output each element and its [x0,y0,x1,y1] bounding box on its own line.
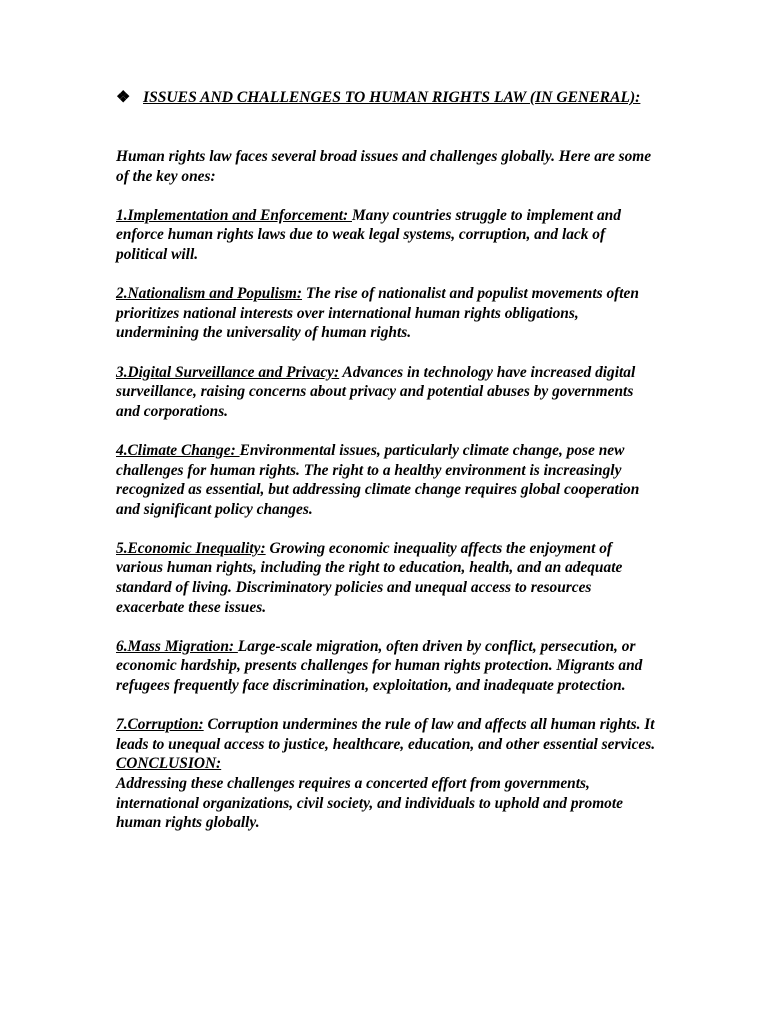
conclusion [116,754,656,832]
item-title: 7.Corruption: [116,716,204,734]
list-item [116,539,656,617]
list-item [116,441,656,519]
heading-text: ISSUES AND CHALLENGES TO HUMAN RIGHTS LAW (IN GENERAL): [143,89,641,106]
item-text: Growing economic inequality affects the enjoyment of various human rights, including the right to education, health, and an adequate standard of living. Discriminatory policies and unequal access to resources exacerbate these issues. [116,539,623,616]
item-text: Many countries struggle to implement and enforce human rights laws due to weak legal systems, corruption, and lack of political will. [116,206,621,263]
list-item [116,715,656,754]
item-title: 2.Nationalism and Populism: [116,285,303,303]
conclusion-heading: CONCLUSION: [116,755,222,773]
item-title: 4.Climate Change: [116,441,240,459]
list-item [116,206,656,265]
conclusion-text: Addressing these challenges requires a concerted effort from governments, international organizations, civil society, and individuals to uphold and promote human rights globally. [116,775,623,832]
item-title: 3.Digital Surveillance and Privacy: [116,363,340,381]
intro-paragraph: Human rights law faces several broad issues and challenges globally. Here are some of the key ones: [116,148,652,185]
list-item [116,284,656,343]
item-text: Advances in technology have increased digital surveillance, raising concerns about privacy and potential abuses by governments and corporations. [116,363,636,420]
item-text: Large-scale migration, often driven by conflict, persecution, or economic hardship, presents challenges for human rights protection. Migrants and refugees frequently face discrimination, exploitation, and inadequate protection. [116,637,643,695]
item-title: 1.Implementation and Enforcement: [116,206,352,224]
item-text: The rise of nationalist and populist movements often prioritizes national interests over international human rights obligations, undermining the universality of human rights. [116,285,639,342]
section-heading [116,88,656,108]
diamond-bullet-icon: ❖ [116,89,131,106]
list-item [116,363,656,422]
list-item [116,637,656,696]
item-title: 5.Economic Inequality: [116,539,266,557]
item-text: Corruption undermines the rule of law and affects all human rights. It leads to unequal access to justice, healthcare, education, and other essential services. [116,716,656,753]
document-body [116,147,656,833]
item-title: 6.Mass Migration: [116,637,238,655]
item-text: Environmental issues, particularly climate change, pose new challenges for human rights. The right to a healthy environment is increasingly recognized as essential, but addressing climate change requires global cooperation and significant policy changes. [116,441,640,518]
